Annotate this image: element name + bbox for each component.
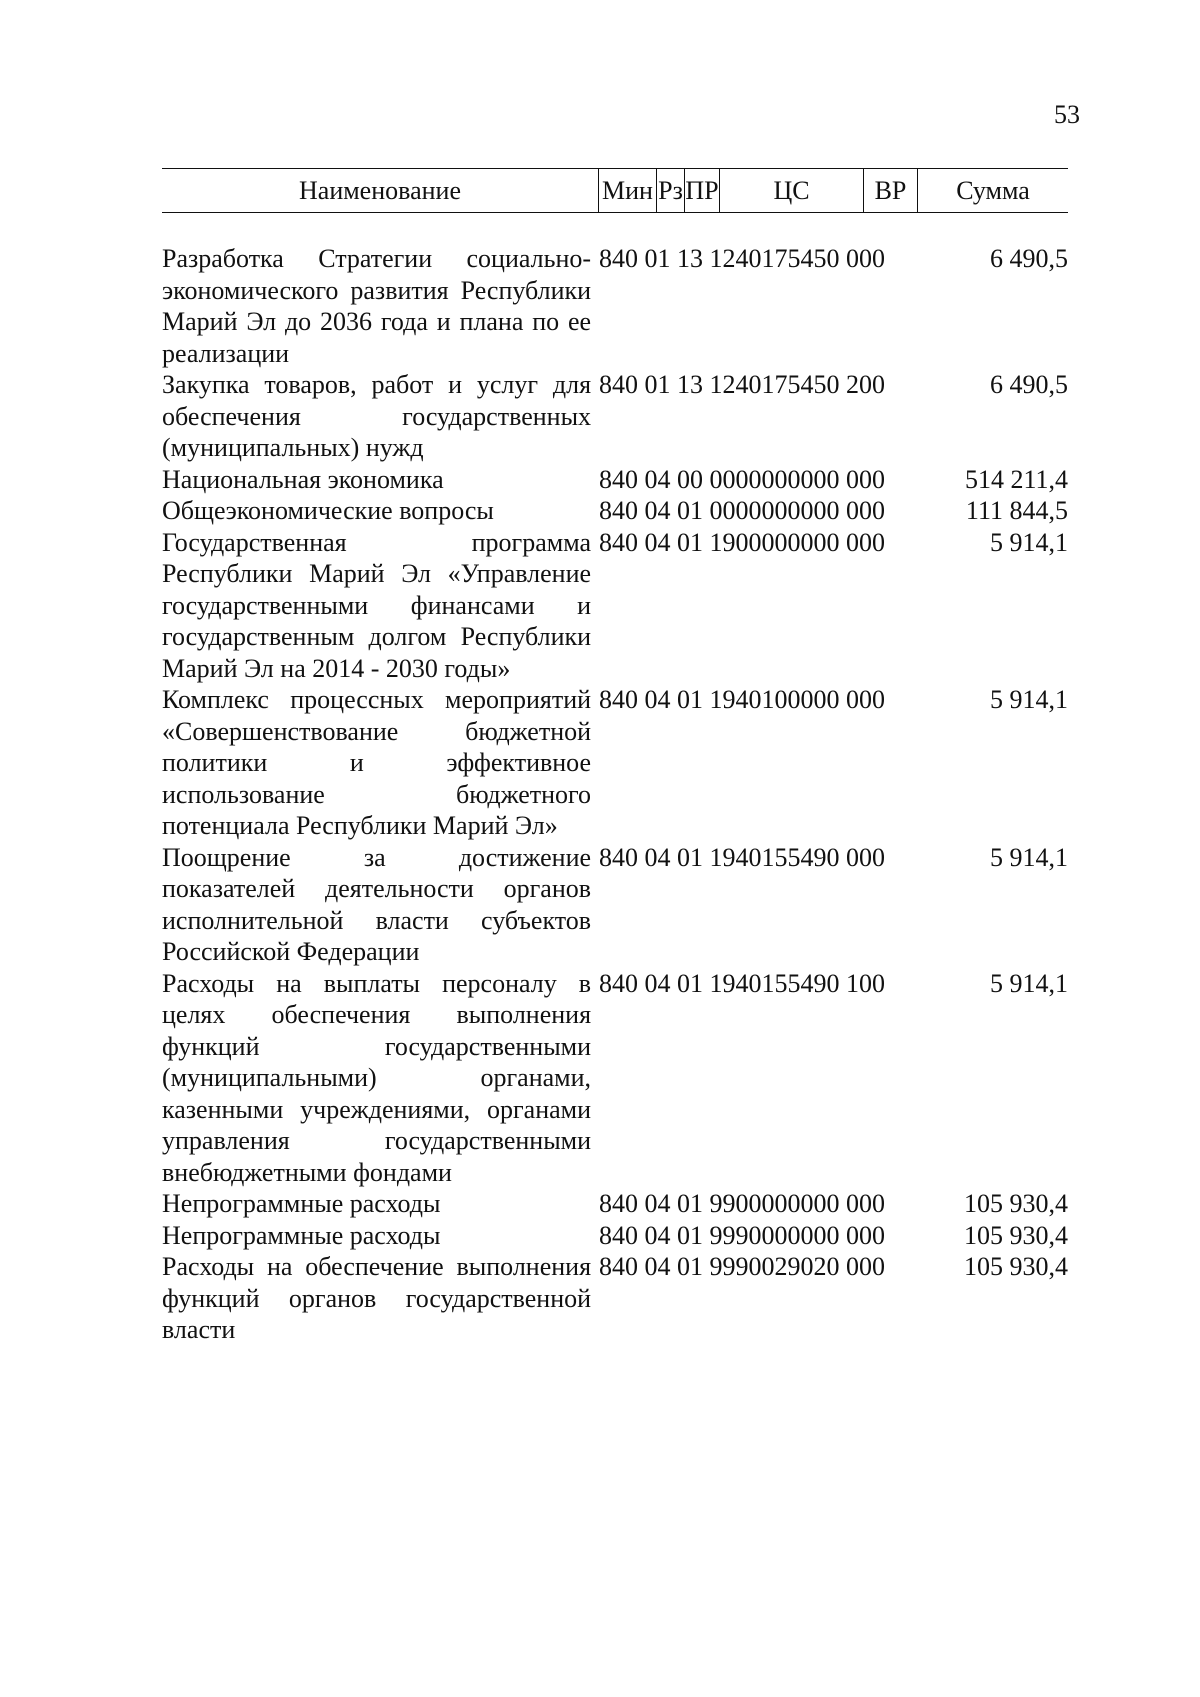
row-cs: 1940155490 — [709, 842, 840, 872]
row-vr: 000 — [846, 496, 886, 525]
table-row — [162, 968, 1068, 1189]
row-min: 840 — [599, 685, 639, 714]
row-pr: 01 — [677, 842, 704, 872]
row-name: Непрограммные расходы — [162, 1220, 441, 1250]
row-sum: 6 490,5 — [990, 244, 1068, 273]
row-min: 840 — [599, 842, 639, 872]
table-row — [162, 527, 1068, 685]
table-row — [162, 464, 1068, 496]
row-min: 840 — [599, 244, 639, 273]
table-row — [162, 369, 1068, 464]
header-sum: Сумма — [956, 175, 1030, 205]
table-row — [162, 842, 1068, 968]
table-row — [162, 1251, 1068, 1346]
row-sum: 105 930,4 — [964, 1189, 1068, 1218]
row-rz: 04 — [644, 1252, 671, 1281]
row-cs: 1940100000 — [709, 685, 840, 714]
row-vr: 000 — [846, 527, 886, 557]
row-rz: 04 — [644, 496, 671, 525]
row-rz: 04 — [644, 1220, 671, 1250]
row-sum: 105 930,4 — [964, 1220, 1068, 1250]
header-vr: ВР — [864, 169, 918, 212]
row-sum: 105 930,4 — [964, 1252, 1068, 1281]
row-name: Комплекс процессных мероприятий «Совершенствование бюджетной политики и эффективное использование бюджетного потенциала Республики Марий Эл» — [162, 685, 592, 840]
row-cs: 9990029020 — [709, 1252, 840, 1281]
row-codes — [597, 369, 898, 401]
row-pr: 00 — [677, 464, 704, 494]
row-sum: 6 490,5 — [990, 370, 1068, 399]
table-row — [162, 1188, 1068, 1220]
row-pr: 01 — [677, 968, 704, 998]
row-min: 840 — [599, 1252, 639, 1281]
row-rz: 04 — [644, 685, 671, 714]
header-min: Мин — [598, 169, 656, 212]
row-vr: 000 — [846, 1252, 886, 1281]
row-min: 840 — [599, 968, 639, 998]
row-vr: 000 — [846, 244, 886, 273]
row-pr: 01 — [677, 1189, 704, 1218]
row-cs: 9900000000 — [709, 1189, 840, 1218]
row-rz: 04 — [644, 842, 671, 872]
row-codes — [597, 1220, 898, 1252]
row-name: Поощрение за достижение показателей деятельности органов исполнительной власти субъектов Российской Федерации — [162, 842, 592, 966]
row-min: 840 — [599, 496, 639, 525]
row-codes — [597, 968, 898, 1000]
table-row — [162, 495, 1068, 527]
row-pr: 01 — [677, 685, 704, 714]
row-vr: 000 — [846, 842, 886, 872]
row-pr: 01 — [677, 527, 704, 557]
row-rz: 04 — [644, 1189, 671, 1218]
row-vr: 000 — [846, 1220, 886, 1250]
header-rz: Рз — [656, 169, 684, 212]
row-codes — [597, 1251, 898, 1283]
row-sum: 5 914,1 — [990, 685, 1068, 714]
page-number: 53 — [1054, 100, 1080, 129]
row-name: Расходы на выплаты персоналу в целях обеспечения выполнения функций государственными (муниципальными) органами, казенными учреждениями, органами управления государственными внебюджетными фондами — [162, 968, 592, 1187]
row-min: 840 — [599, 370, 639, 399]
budget-table — [162, 168, 1068, 1346]
row-min: 840 — [599, 527, 639, 557]
row-name: Непрограммные расходы — [162, 1189, 441, 1218]
row-name: Национальная экономика — [162, 464, 444, 494]
row-codes — [597, 243, 898, 275]
row-cs: 1900000000 — [709, 527, 840, 557]
row-cs: 1940155490 — [709, 968, 840, 998]
row-name: Разработка Стратегии социально-экономического развития Республики Марий Эл до 2036 года и плана по ее реализации — [162, 244, 592, 368]
row-rz: 01 — [644, 244, 671, 273]
row-name: Государственная программа Республики Марий Эл «Управление государственными финансами и государственным долгом Республики Марий Эл на 2014 - 2030 годы» — [162, 527, 592, 683]
row-cs: 1240175450 — [709, 370, 840, 399]
row-codes — [597, 464, 898, 496]
row-sum: 514 211,4 — [964, 464, 1068, 494]
row-rz: 04 — [644, 968, 671, 998]
row-pr: 01 — [677, 496, 704, 525]
row-sum: 5 914,1 — [990, 527, 1068, 557]
row-min: 840 — [599, 1220, 639, 1250]
row-sum: 5 914,1 — [990, 842, 1068, 872]
row-codes — [597, 842, 898, 874]
row-vr: 200 — [846, 370, 886, 399]
table-body — [162, 243, 1068, 1346]
row-pr: 01 — [677, 1220, 704, 1250]
row-cs: 0000000000 — [709, 464, 840, 494]
header-cs: ЦС — [720, 169, 864, 212]
row-rz: 01 — [644, 370, 671, 399]
row-min: 840 — [599, 464, 639, 494]
row-vr: 000 — [846, 1189, 886, 1218]
row-pr: 13 — [677, 244, 704, 273]
row-cs: 1240175450 — [709, 244, 840, 273]
row-min: 840 — [599, 1189, 639, 1218]
row-name: Общеэкономические вопросы — [162, 496, 494, 525]
table-row — [162, 243, 1068, 369]
table-header — [162, 168, 1068, 213]
header-pr: ПР — [684, 169, 720, 212]
row-cs: 9990000000 — [709, 1220, 840, 1250]
row-name: Расходы на обеспечение выполнения функций органов государственной власти — [162, 1252, 592, 1344]
table-row — [162, 1220, 1068, 1252]
row-sum: 111 844,5 — [965, 496, 1068, 525]
row-vr: 000 — [846, 685, 886, 714]
row-name: Закупка товаров, работ и услуг для обеспечения государственных (муниципальных) нужд — [162, 370, 592, 462]
row-rz: 04 — [644, 527, 671, 557]
row-codes — [597, 684, 898, 716]
table-row — [162, 684, 1068, 842]
row-pr: 13 — [677, 370, 704, 399]
row-codes — [597, 1188, 898, 1220]
row-sum: 5 914,1 — [990, 968, 1068, 998]
row-vr: 100 — [846, 968, 886, 998]
row-cs: 0000000000 — [709, 496, 840, 525]
row-pr: 01 — [677, 1252, 704, 1281]
row-rz: 04 — [644, 464, 671, 494]
row-codes — [597, 527, 898, 559]
row-codes — [597, 495, 898, 527]
header-name: Наименование — [299, 175, 461, 205]
row-vr: 000 — [846, 464, 886, 494]
